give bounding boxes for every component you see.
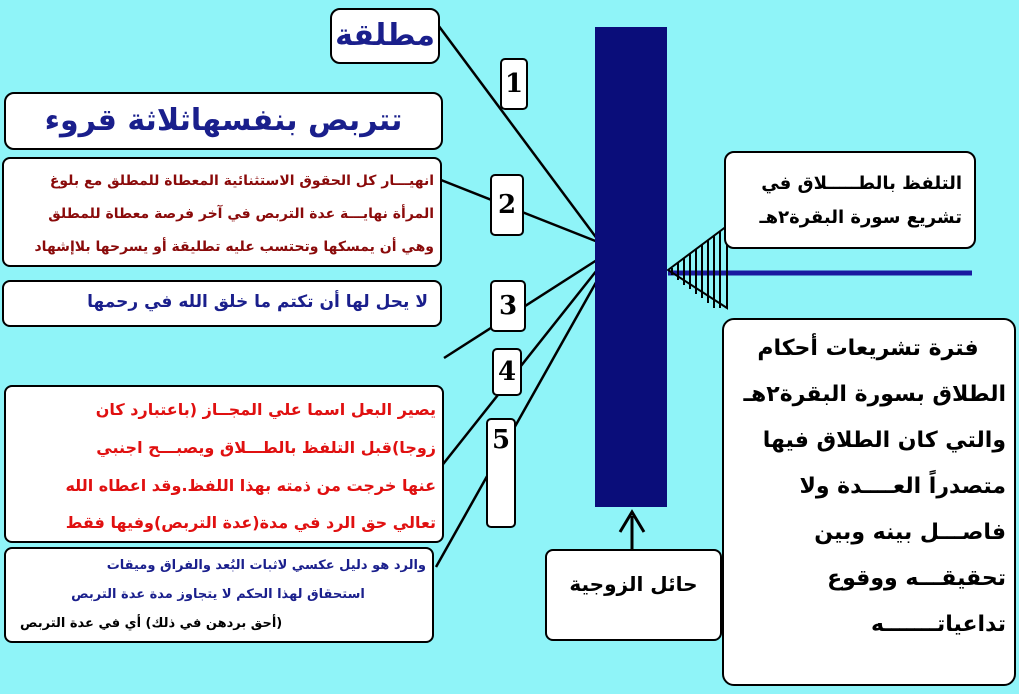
yasiru-line-3: عنها خرجت من ذمته بهذا اللفظ.وقد اعطاه الله <box>65 476 436 495</box>
yasiru-line-1: يصير البعل اسما علي المجــاز (باعتبارد كان <box>95 400 436 419</box>
talaffuz-box <box>724 151 976 249</box>
fatra-line-1: فترة تشريعات أحكام <box>757 336 979 361</box>
mutlaqa-label: مطلقة <box>335 18 435 53</box>
la-yahillu-box <box>2 280 442 327</box>
inhiyar-line-2: المرأة نهايـــة عدة التربص في آخر فرصة معطاة للمطلق <box>48 206 434 222</box>
number-tag-3: 3 <box>490 280 526 332</box>
talaffuz-line-2: تشريع سورة البقرة٢هـ <box>759 207 962 228</box>
hail-box <box>545 549 722 641</box>
number-tag-2: 2 <box>490 174 524 236</box>
central-pillar <box>595 27 667 507</box>
hail-label: حائل الزوجية <box>569 572 698 596</box>
number-tag-4: 4 <box>492 348 522 396</box>
inhiyar-line-1: انهيـــار كل الحقوق الاستثنائية المعطاة للمطلق مع بلوغ <box>49 173 434 189</box>
fatra-line-3: والتي كان الطلاق فيها <box>762 428 1006 453</box>
mutlaqa-box <box>330 8 440 64</box>
fatra-line-6: تحقيقـــه ووقوع <box>827 566 1006 591</box>
number-tag-5: 5 <box>486 418 516 528</box>
yasiru-box <box>4 385 444 543</box>
radd-line-1: والرد هو دليل عكسي لاثبات البُعد والفراق وميقات <box>106 558 426 573</box>
inhiyar-box <box>2 157 442 267</box>
arrow-up-icon <box>620 512 644 552</box>
inhiyar-line-3: وهي أن يمسكها وتحتسب عليه تطليقة أو يسرحها بلاإشهاد <box>34 239 434 255</box>
radd-line-3: (أحق بردهن في ذلك) أي في عدة التربص <box>20 616 283 631</box>
number-tag-1: 1 <box>500 58 528 110</box>
talaffuz-line-1: التلفظ بالطـــــلاق في <box>761 173 962 194</box>
fatra-line-5: فاصـــل بينه وبين <box>814 520 1006 545</box>
yasiru-line-2: زوجا)قبل التلفظ بالطـــلاق ويصبـــح اجنبي <box>96 438 436 457</box>
fatra-line-7: تداعياتـــــــه <box>870 612 1006 637</box>
tatarabbas-label: تتربص بنفسهاثلاثة قروء <box>44 103 403 138</box>
radd-line-2: استحقاق لهذا الحكم لا يتجاوز مدة عدة التربص <box>71 587 365 602</box>
hatched-wedge <box>668 226 727 308</box>
fatra-line-2: الطلاق بسورة البقرة٢هـ <box>743 382 1006 407</box>
fatra-box <box>722 318 1016 686</box>
tatarabbas-box <box>4 92 443 150</box>
fatra-line-4: متصدراً العــــدة ولا <box>799 474 1006 499</box>
radd-box <box>4 547 434 643</box>
yasiru-line-4: تعالي حق الرد في مدة(عدة التربص)وفيها فقط <box>65 513 436 532</box>
la-yahillu-label: لا يحل لها أن تكتم ما خلق الله في رحمها <box>87 292 428 312</box>
